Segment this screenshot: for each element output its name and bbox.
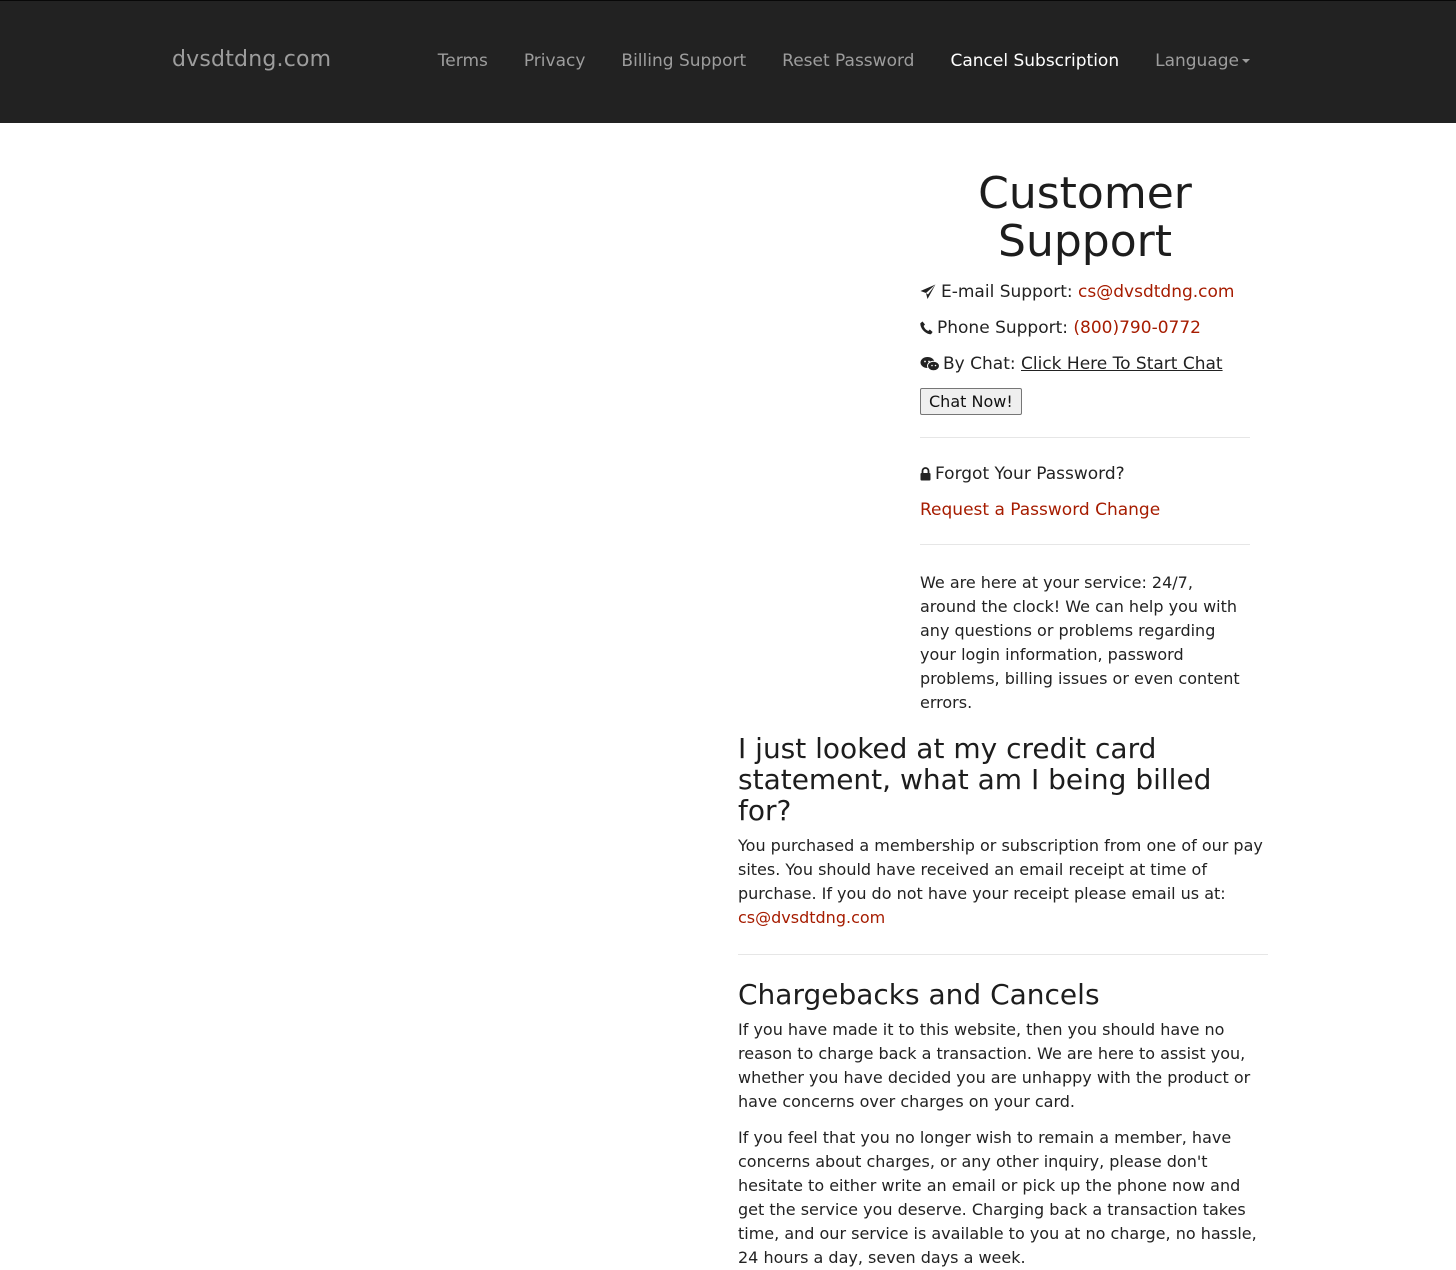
nav-reset-password[interactable]: Reset Password bbox=[782, 51, 915, 71]
service-blurb: We are here at your service: 24/7, around the clock! We can help you with any questions or problems regarding your login information, password problems, billing issues or even content errors. bbox=[920, 573, 1240, 712]
chat-bubbles-icon bbox=[920, 356, 940, 372]
faq-email-link[interactable]: cs@dvsdtdng.com bbox=[738, 908, 886, 927]
chat-label: By Chat: bbox=[943, 353, 1016, 374]
divider bbox=[920, 437, 1250, 438]
request-password-change-link[interactable]: Request a Password Change bbox=[920, 499, 1161, 520]
faq-billing-body: You purchased a membership or subscription from one of our pay sites. You should have received an email receipt at time of purchase. If you do not have your receipt please email us at: bbox=[738, 836, 1263, 903]
email-support-row bbox=[920, 274, 1250, 310]
lock-icon bbox=[920, 467, 932, 481]
divider bbox=[920, 544, 1250, 545]
chat-support-row bbox=[920, 346, 1250, 382]
chat-now-button[interactable]: Chat Now! bbox=[920, 388, 1022, 415]
support-title: Customer Support bbox=[978, 168, 1192, 267]
brand-link[interactable]: dvsdtdng.com bbox=[172, 47, 332, 72]
caret-down-icon bbox=[1242, 59, 1250, 63]
nav-language-label: Language bbox=[1155, 51, 1239, 71]
main-nav bbox=[438, 51, 1250, 71]
faq-section bbox=[738, 733, 1268, 1270]
paper-plane-icon bbox=[920, 284, 938, 300]
start-chat-link[interactable]: Click Here To Start Chat bbox=[1021, 353, 1223, 374]
nav-terms[interactable]: Terms bbox=[437, 51, 488, 71]
phone-icon bbox=[920, 321, 934, 335]
faq-chargebacks-heading: Chargebacks and Cancels bbox=[738, 978, 1100, 1011]
password-change-row bbox=[920, 492, 1250, 528]
phone-support-label: Phone Support: bbox=[937, 317, 1068, 338]
nav-privacy[interactable]: Privacy bbox=[523, 51, 586, 71]
top-navbar bbox=[0, 0, 1456, 123]
faq-billing-text bbox=[738, 834, 1268, 930]
phone-support-link[interactable]: (800)790-0772 bbox=[1073, 317, 1201, 338]
email-support-link[interactable]: cs@dvsdtdng.com bbox=[1078, 281, 1235, 302]
faq-chargebacks-paragraph-2: If you feel that you no longer wish to remain a member, have concerns about charges, or any other inquiry, please don't hesitate to either write an email or pick up the phone now and get the service you deserve. Charging back a transaction takes time, and our service is available to you at no charge, no hassle, 24 hours a day, seven days a week. bbox=[738, 1128, 1257, 1267]
forgot-password-label: Forgot Your Password? bbox=[935, 463, 1125, 484]
phone-support-row bbox=[920, 310, 1250, 346]
forgot-password-row bbox=[920, 456, 1250, 492]
faq-billing-heading: I just looked at my credit card statement, what am I being billed for? bbox=[738, 732, 1212, 827]
nav-cancel-subscription[interactable]: Cancel Subscription bbox=[950, 51, 1120, 71]
nav-billing-support[interactable]: Billing Support bbox=[621, 51, 747, 71]
divider bbox=[738, 954, 1268, 955]
nav-language-dropdown[interactable] bbox=[1155, 51, 1250, 71]
email-support-label: E-mail Support: bbox=[941, 281, 1073, 302]
faq-chargebacks-paragraph-1: If you have made it to this website, then you should have no reason to charge back a transaction. We are here to assist you, whether you have decided you are unhappy with the product or have concerns over charges on your card. bbox=[738, 1020, 1251, 1111]
customer-support-panel bbox=[920, 170, 1250, 715]
